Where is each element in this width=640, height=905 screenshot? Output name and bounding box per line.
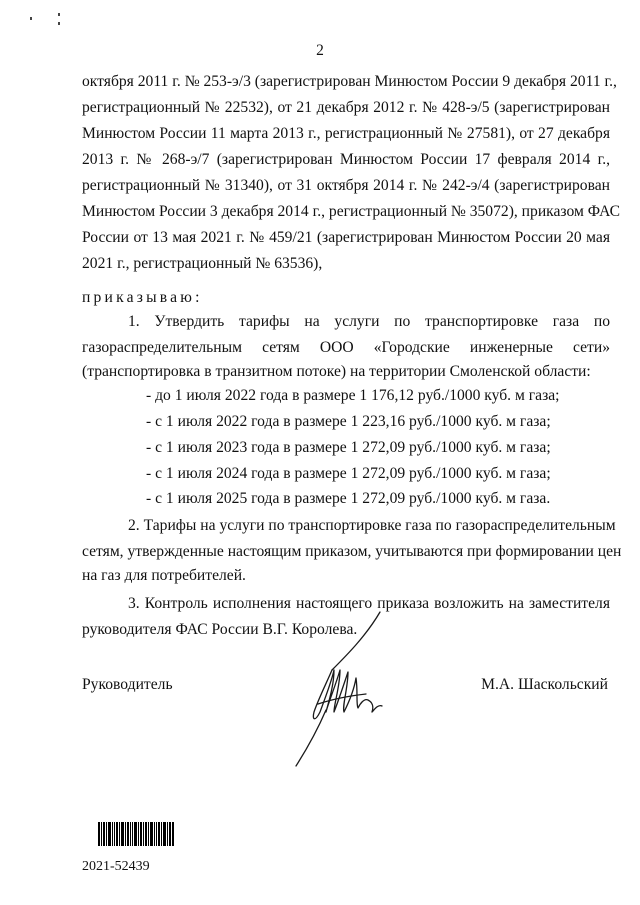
list-item: - с 1 июля 2023 года в размере 1 272,09 руб./1000 куб. м газа; <box>146 439 551 456</box>
handwritten-signature <box>288 608 398 768</box>
scan-dot <box>58 22 60 25</box>
list-item: - с 1 июля 2024 года в размере 1 272,09 руб./1000 куб. м газа; <box>146 465 551 482</box>
text-line: газораспределительным сетям ООО «Городские инженерные сети» <box>82 339 610 356</box>
text-line: 2021 г., регистрационный № 63536), <box>82 255 323 272</box>
text-line: регистрационный № 31340), от 31 октября 2014 г. № 242-э/4 (зарегистрирован <box>82 177 610 194</box>
text-line: 3. Контроль исполнения настоящего приказа возложить на заместителя <box>128 595 610 612</box>
barcode <box>98 822 174 846</box>
text-line: октября 2011 г. № 253-э/3 (зарегистрирован Минюстом России 9 декабря 2011 г., <box>82 73 617 90</box>
registration-number: 2021-52439 <box>82 859 150 874</box>
list-item: - до 1 июля 2022 года в размере 1 176,12 руб./1000 куб. м газа; <box>146 387 560 404</box>
text-line: сетям, утвержденные настоящим приказом, учитываются при формировании цен <box>82 543 622 560</box>
text-line: на газ для потребителей. <box>82 567 246 584</box>
text-line: руководителя ФАС России В.Г. Королева. <box>82 621 358 638</box>
signer-name: М.А. Шаскольский <box>481 676 608 693</box>
signer-position: Руководитель <box>82 676 173 693</box>
text-line: регистрационный № 22532), от 21 декабря 2012 г. № 428-э/5 (зарегистрирован <box>82 99 610 116</box>
page-number: 2 <box>316 42 324 59</box>
text-line: 1. Утвердить тарифы на услуги по транспортировке газа по <box>128 313 610 330</box>
text-line: России от 13 мая 2021 г. № 459/21 (зарегистрирован Минюстом России 20 мая <box>82 229 610 246</box>
text-line: Минюстом России 3 декабря 2014 г., регистрационный № 35072), приказом ФАС <box>82 203 620 220</box>
order-word: приказываю: <box>82 289 203 306</box>
text-line: (транспортировка в транзитном потоке) на территории Смоленской области: <box>82 363 591 380</box>
text-line: Минюстом России 11 марта 2013 г., регистрационный № 27581), от 27 декабря <box>82 125 610 142</box>
list-item: - с 1 июля 2025 года в размере 1 272,09 руб./1000 куб. м газа. <box>146 490 551 507</box>
scan-dot <box>30 17 32 20</box>
scan-dot <box>58 13 60 16</box>
list-item: - с 1 июля 2022 года в размере 1 223,16 руб./1000 куб. м газа; <box>146 413 551 430</box>
text-line: 2. Тарифы на услуги по транспортировке газа по газораспределительным <box>128 517 616 534</box>
text-line: 2013 г. № 268-э/7 (зарегистрирован Минюстом России 17 февраля 2014 г., <box>82 151 610 168</box>
